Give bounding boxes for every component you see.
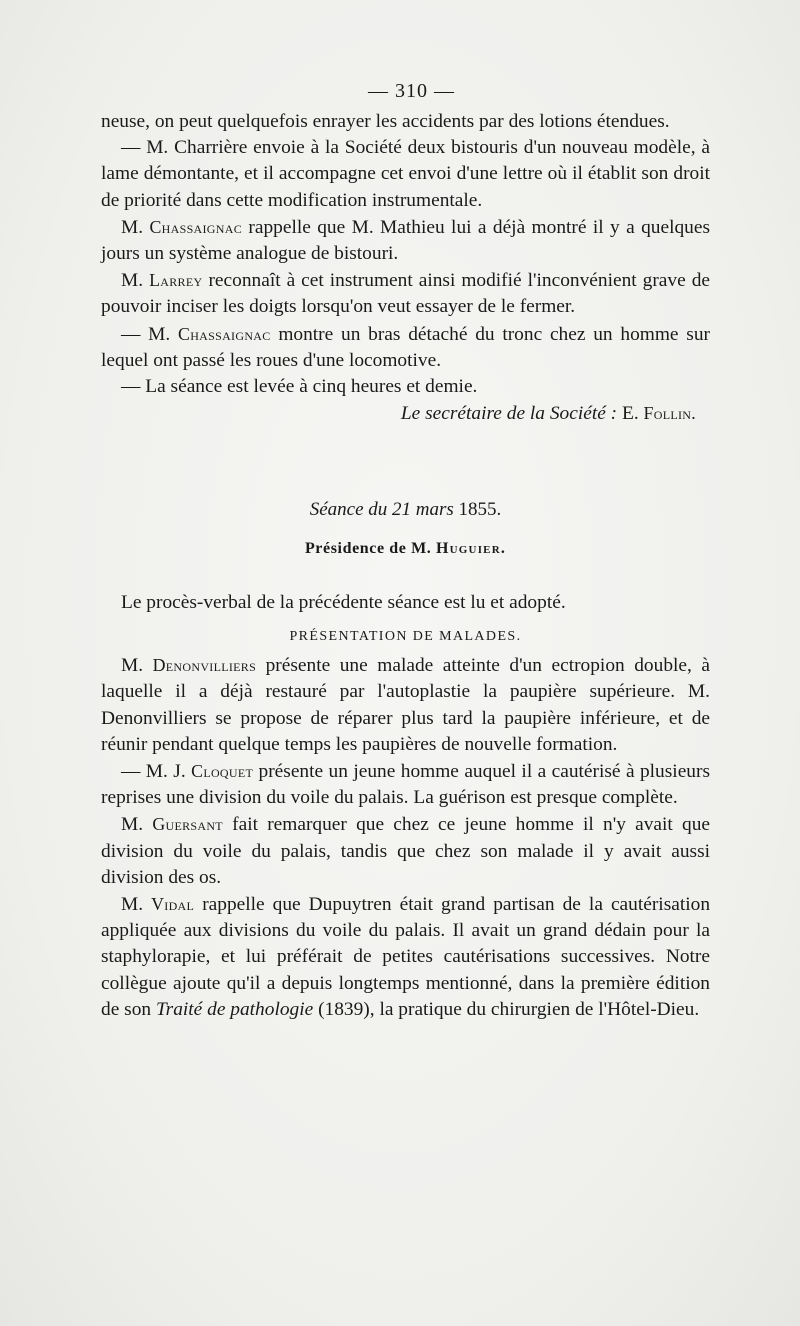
signature-initial: E. — [617, 403, 644, 425]
paragraph-text-end: (1839), la pratique du chirurgien de l'Hôtel-Dieu. — [313, 998, 700, 1020]
speaker-name: Chassaignac — [178, 323, 271, 344]
paragraph-text: rappelle que Dupuytren était grand partisan de la cautérisation appliquée aux divisions du voile du palais. Il avait un grand dédain pour la staphylorapie, et lui préférait de petites cautérisations successives. Notre collègue ajoute qu'il a depuis longtemps mentionné, dans la première édition de son — [101, 894, 711, 1020]
paragraph-vidal — [101, 891, 710, 1023]
speaker-name: Guersant — [152, 814, 223, 835]
presidence-name: Huguier. — [436, 539, 507, 557]
book-title: Traité de pathologie — [155, 998, 314, 1020]
speaker-prefix: M. — [121, 894, 152, 916]
paragraph-larrey — [101, 267, 710, 320]
speaker-prefix: M. — [121, 216, 150, 238]
paragraph-lotions: neuse, on peut quelquefois enrayer les accidents par des lotions étendues. — [101, 111, 670, 132]
speaker-name: Vidal — [151, 894, 195, 915]
speaker-prefix: M. — [121, 814, 153, 836]
speaker-prefix: M. — [121, 270, 150, 292]
speaker-name: Chassaignac — [149, 216, 243, 237]
signature-role: Le secrétaire de la Société : — [400, 403, 618, 425]
paragraph-seance-levee: — La séance est levée à cinq heures et demie. — [121, 376, 478, 398]
paragraph-denonvilliers — [101, 652, 710, 758]
paragraph-text: montre un bras détaché du tronc chez un homme sur lequel ont passé les roues d'une locomotive. — [101, 323, 710, 371]
section-heading: PRÉSENTATION DE MALADES. — [289, 629, 522, 645]
paragraph-cloquet — [101, 758, 710, 811]
paragraph-chassaignac-bras — [101, 321, 710, 374]
presidence-line — [101, 536, 710, 562]
page-number: — 310 — — [368, 80, 455, 102]
session-date: Séance du 21 mars — [309, 499, 454, 521]
paragraph-charriere: — M. Charrière envoie à la Société deux bistouris d'un nouveau modèle, à lame démontante, et il accompagne cet envoi d'une lettre où il établit son droit de priorité dans cette modification instrumentale. — [101, 137, 710, 211]
paragraph-guersant — [101, 811, 710, 891]
speaker-name: Denonvilliers — [152, 655, 257, 676]
paragraph-text: fait remarquer que chez ce jeune homme il n'y avait que division du voile du palais, tandis que chez son malade il y avait aussi division des os. — [101, 814, 711, 888]
speaker-prefix: M. — [121, 655, 153, 677]
speaker-prefix: — M. J. — [121, 761, 192, 783]
paragraph-text: rappelle que M. Mathieu lui a déjà montré il y a quelques jours un système analogue de bistouri. — [101, 216, 710, 265]
speaker-prefix: — M. — [121, 323, 179, 345]
paragraph-proces-verbal: Le procès-verbal de la précédente séance est lu et adopté. — [121, 591, 566, 613]
paragraph-text: reconnaît à cet instrument ainsi modifié l'inconvénient grave de pouvoir inciser les doigts lorsqu'on veut essayer de le fermer. — [101, 270, 711, 318]
presidence-label: Présidence de M. — [304, 539, 436, 557]
paragraph-chassaignac-bistouri — [101, 214, 710, 267]
paragraph-text: présente un jeune homme auquel il a cautérisé à plusieurs reprises une division du voile du palais. La guérison est presque complète. — [101, 761, 710, 809]
signature-line — [101, 400, 710, 427]
session-title — [101, 497, 710, 523]
speaker-name: Larrey — [149, 270, 203, 291]
signature-name: Follin. — [643, 403, 696, 424]
session-year: 1855. — [453, 499, 502, 521]
speaker-name: Cloquet — [191, 761, 254, 782]
paragraph-text: présente une malade atteinte d'un ectropion double, à laquelle il a déjà restauré par l'autoplastie la paupière supérieure. M. Denonvilliers se propose de réparer plus tard la paupière inférieure, et de réunir pendant quelque temps les paupières de nouvelle formation. — [101, 655, 710, 755]
